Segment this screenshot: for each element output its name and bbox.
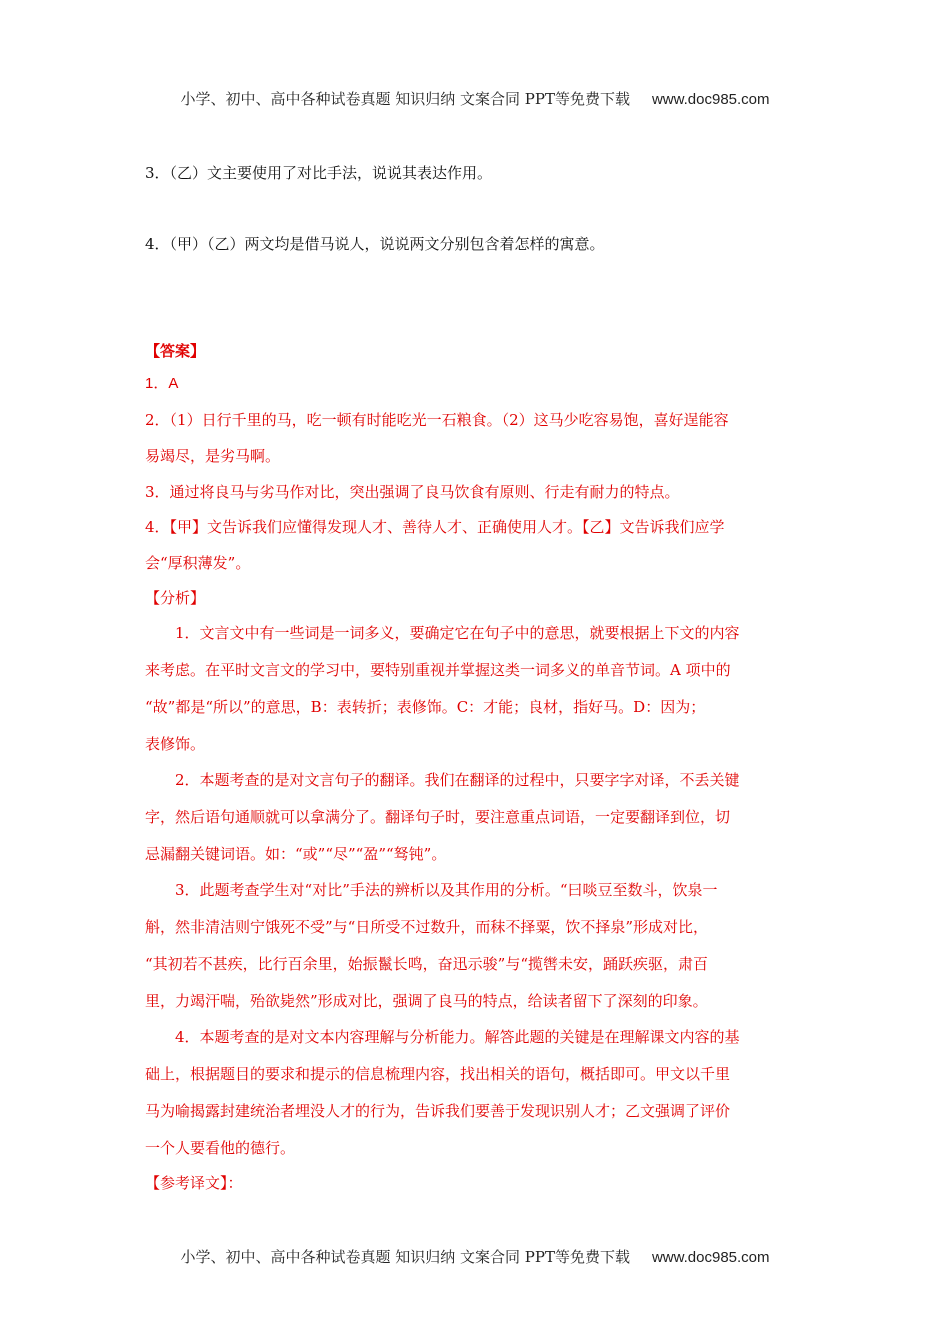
analysis-2-line-2: 字，然后语句通顺就可以拿满分了。翻译句子时，要注意重点词语，一定要翻译到位，切	[145, 808, 731, 826]
footer-text: 小学、初中、高中各种试卷真题 知识归纳 文案合同 PPT等免费下载	[180, 1248, 630, 1266]
analysis-3-line-1: 3．此题考查学生对“对比”手法的辨析以及其作用的分析。“曰啖豆至数斗，饮泉一	[175, 881, 718, 899]
answer-2-line-1: 2．（1）日行千里的马，吃一顿有时能吃光一石粮食。（2）这马少吃容易饱，喜好逞能容	[145, 411, 729, 429]
answer-heading: 【答案】	[145, 342, 206, 360]
analysis-3-line-2: 斛，然非清洁则宁饿死不受”与“日所受不过数升，而秣不择粟，饮不择泉”形成对比，	[145, 918, 709, 936]
analysis-heading: 【分析】	[145, 589, 206, 607]
analysis-3-line-3: “其初若不甚疾，比行百余里，始振鬣长鸣，奋迅示骏”与“揽辔未安，踊跃疾驱，肃百	[145, 955, 709, 973]
translation-heading: 【参考译文】：	[145, 1174, 243, 1192]
answer-4-line-1: 4．【甲】文告诉我们应懂得发现人才、善待人才、正确使用人才。【乙】文告诉我们应学	[145, 518, 725, 536]
analysis-4-line-4: 一个人要看他的德行。	[145, 1139, 296, 1157]
page-header	[0, 88, 950, 109]
answer-3: 3．通过将良马与劣马作对比，突出强调了良马饮食有原则、行走有耐力的特点。	[145, 483, 680, 501]
analysis-1-line-4: 表修饰。	[145, 735, 206, 753]
header-link[interactable]: www.doc985.com	[651, 91, 770, 108]
analysis-2-line-3: 忌漏翻关键词语。如：“或”“尽”“盈”“驽钝”。	[145, 845, 447, 863]
analysis-3-line-4: 里，力竭汗喘，殆欲毙然”形成对比，强调了良马的特点，给读者留下了深刻的印象。	[145, 992, 708, 1010]
header-text: 小学、初中、高中各种试卷真题 知识归纳 文案合同 PPT等免费下载	[180, 90, 630, 108]
answer-2-line-2: 易竭尽，是劣马啊。	[145, 447, 281, 465]
answer-4-line-2: 会“厚积薄发”。	[145, 554, 251, 572]
analysis-1-line-2: 来考虑。在平时文言文的学习中，要特别重视并掌握这类一词多义的单音节词。A 项中的	[145, 661, 731, 679]
footer-link[interactable]: www.doc985.com	[651, 1249, 770, 1266]
question-4: 4．（甲）（乙）两文均是借马说人，说说两文分别包含着怎样的寓意。	[145, 235, 605, 253]
question-3: 3．（乙）文主要使用了对比手法，说说其表达作用。	[145, 164, 493, 182]
analysis-4-line-1: 4．本题考查的是对文本内容理解与分析能力。解答此题的关键是在理解课文内容的基	[175, 1028, 740, 1046]
analysis-4-line-3: 马为喻揭露封建统治者埋没人才的行为，告诉我们要善于发现识别人才；乙文强调了评价	[145, 1102, 731, 1120]
page-footer	[0, 1246, 950, 1267]
analysis-4-line-2: 础上，根据题目的要求和提示的信息梳理内容，找出相关的语句，概括即可。甲文以千里	[145, 1065, 731, 1083]
analysis-2-line-1: 2．本题考查的是对文言句子的翻译。我们在翻译的过程中，只要字字对译，不丢关键	[175, 771, 740, 789]
analysis-1-line-1: 1．文言文中有一些词是一词多义，要确定它在句子中的意思，就要根据上下文的内容	[175, 624, 740, 642]
answer-1: 1．A	[145, 375, 179, 392]
analysis-1-line-3: “故”都是“所以”的意思，B：表转折；表修饰。C：才能；良材，指好马。D：因为；	[145, 698, 706, 716]
